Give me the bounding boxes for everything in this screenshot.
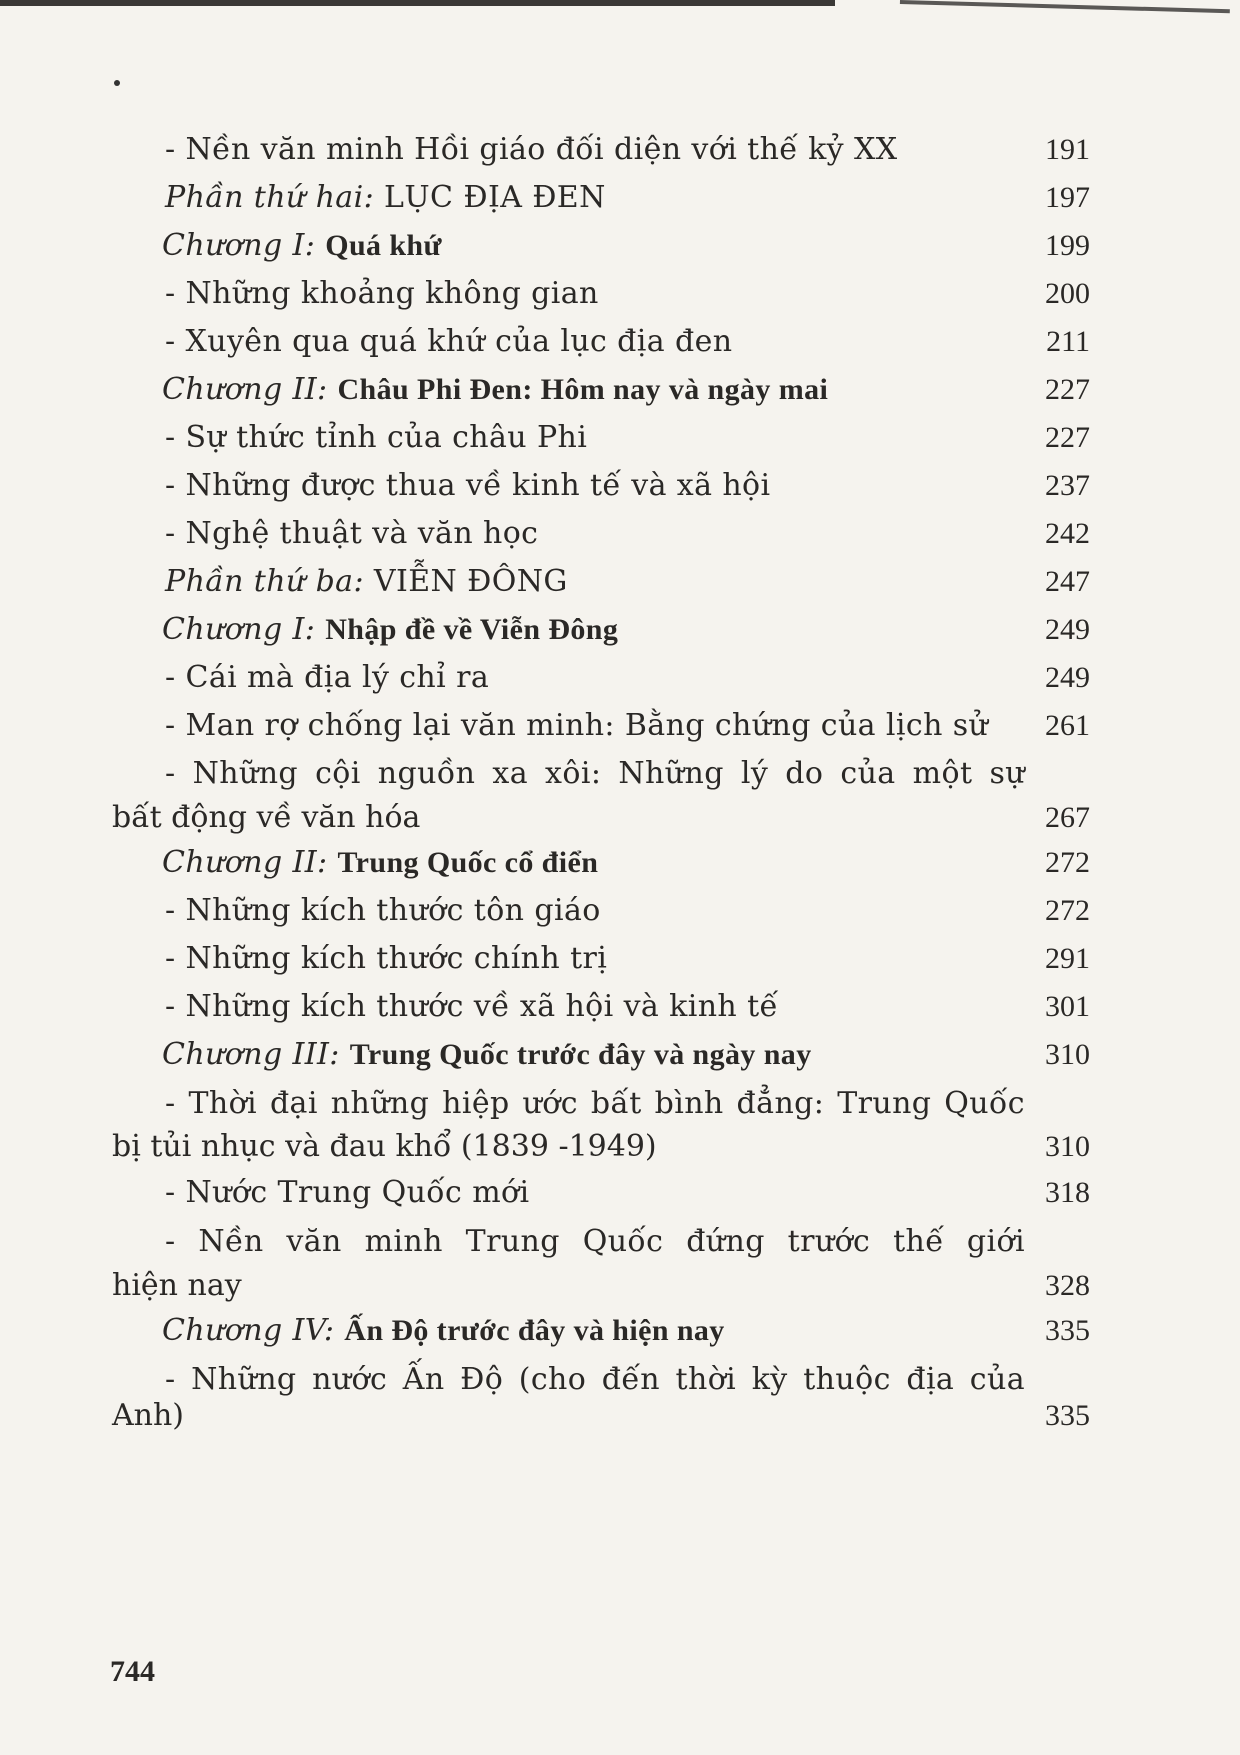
chapter-title: Châu Phi Đen: Hôm nay và ngày mai <box>337 373 829 406</box>
toc-subentry-text: Những kích thước tôn giáo <box>185 893 601 928</box>
toc-subentry <box>165 750 1025 798</box>
toc-page-number: 249 <box>1045 613 1090 646</box>
chapter-label: Chương III: <box>162 1037 340 1072</box>
toc-subentry-text: Sự thức tỉnh của châu Phi <box>185 420 588 455</box>
toc-subentry-text: Cái mà địa lý chỉ ra <box>185 660 490 695</box>
toc-subentry <box>165 1356 1025 1404</box>
page-top-edge <box>0 0 835 6</box>
toc-subentry <box>165 462 771 510</box>
page-top-edge-right <box>900 0 1230 13</box>
toc-subentry <box>165 510 538 558</box>
toc-subentry-text: Man rợ chống lại văn minh: Bằng chứng của lịch sử <box>185 708 989 743</box>
toc-subentry-continuation: Anh) <box>112 1398 185 1433</box>
toc-page-number: 237 <box>1045 469 1090 502</box>
toc-subentry-text: Những khoảng không gian <box>185 276 599 311</box>
toc-page-number: 310 <box>1045 1038 1090 1071</box>
toc-subentry <box>165 1169 530 1217</box>
toc-subentry <box>165 702 988 750</box>
toc-page-number: 272 <box>1045 894 1090 927</box>
toc-subentry-text: Những được thua về kinh tế và xã hội <box>185 468 771 503</box>
toc-page-number: 261 <box>1045 709 1090 742</box>
toc-chapter-heading <box>162 366 828 414</box>
toc-page-number: 328 <box>1045 1269 1090 1302</box>
part-label: Phần thứ hai: <box>165 180 375 215</box>
chapter-title: Trung Quốc trước đây và ngày nay <box>349 1038 812 1071</box>
toc-subentry <box>165 887 601 935</box>
toc-subentry <box>165 1218 1025 1266</box>
toc-subentry-text: Nền văn minh Trung Quốc đứng trước thế giới <box>198 1224 1025 1259</box>
toc-subentry-continuation: bất động về văn hóa <box>112 800 421 835</box>
toc-page-number: 249 <box>1045 661 1090 694</box>
chapter-label: Chương I: <box>162 612 316 647</box>
chapter-title: Nhập đề về Viễn Đông <box>325 613 619 646</box>
part-title: LỤC ĐỊA ĐEN <box>384 180 606 215</box>
toc-subentry-text: Nghệ thuật và văn học <box>185 516 539 551</box>
toc-part-heading <box>165 558 568 606</box>
ink-dot <box>114 80 120 86</box>
part-label: Phần thứ ba: <box>165 564 364 599</box>
toc-subentry <box>165 1080 1025 1128</box>
toc-page-number: 199 <box>1045 229 1090 262</box>
toc-subentry <box>165 983 778 1031</box>
toc-page-number: 310 <box>1045 1130 1090 1163</box>
toc-chapter-heading <box>162 222 442 270</box>
footer-page-number: 744 <box>110 1655 155 1688</box>
toc-chapter-heading <box>162 1307 725 1355</box>
toc-page-number: 301 <box>1045 990 1090 1023</box>
toc-subentry-continuation: bị tủi nhục và đau khổ (1839 -1949) <box>112 1129 657 1164</box>
toc-subentry-text: Xuyên qua quá khứ của lục địa đen <box>185 324 733 359</box>
toc-page-number: 242 <box>1045 517 1090 550</box>
toc-page-number: 267 <box>1045 801 1090 834</box>
toc-part-heading <box>165 174 606 222</box>
toc-page-number: 200 <box>1045 277 1090 310</box>
chapter-label: Chương IV: <box>162 1313 335 1348</box>
toc-subentry-text: Những kích thước về xã hội và kinh tế <box>185 989 779 1024</box>
part-title: VIỄN ĐÔNG <box>373 564 568 599</box>
toc-page-number: 227 <box>1045 373 1090 406</box>
toc-page-number: 335 <box>1045 1399 1090 1432</box>
toc-page-number: 272 <box>1045 846 1090 879</box>
toc-subentry <box>165 414 587 462</box>
toc-chapter-heading <box>162 606 618 654</box>
toc-page-number: 227 <box>1045 421 1090 454</box>
toc-subentry-text: Thời đại những hiệp ước bất bình đẳng: Trung Quốc <box>188 1086 1025 1121</box>
toc-subentry <box>165 654 489 702</box>
toc-subentry-text: Nước Trung Quốc mới <box>185 1175 530 1210</box>
toc-subentry-text: Những nước Ấn Độ (cho đến thời kỳ thuộc địa của <box>191 1362 1025 1397</box>
chapter-label: Chương I: <box>162 228 316 263</box>
toc-page-number: 211 <box>1046 325 1090 358</box>
toc-subentry <box>165 126 897 174</box>
toc-page-number: 335 <box>1045 1314 1090 1347</box>
toc-page-number: 291 <box>1045 942 1090 975</box>
chapter-title: Ấn Độ trước đây và hiện nay <box>344 1314 725 1347</box>
toc-page-number: 318 <box>1045 1176 1090 1209</box>
toc-subentry-continuation: hiện nay <box>112 1268 242 1303</box>
toc-page-number: 191 <box>1045 133 1090 166</box>
toc-page-number: 197 <box>1045 181 1090 214</box>
toc-chapter-heading <box>162 839 598 887</box>
toc-subentry <box>165 935 607 983</box>
chapter-title: Trung Quốc cổ điển <box>337 846 599 879</box>
chapter-label: Chương II: <box>162 372 328 407</box>
toc-chapter-heading <box>162 1031 812 1079</box>
toc-subentry-text: Những kích thước chính trị <box>185 941 608 976</box>
toc-subentry <box>165 270 599 318</box>
chapter-title: Quá khứ <box>325 229 442 262</box>
toc-subentry <box>165 318 732 366</box>
chapter-label: Chương II: <box>162 845 328 880</box>
toc-subentry-text: Những cội nguồn xa xôi: Những lý do của một sự <box>192 756 1025 791</box>
toc-subentry-text: Nền văn minh Hồi giáo đối diện với thế kỷ XX <box>185 132 898 167</box>
toc-page-number: 247 <box>1045 565 1090 598</box>
